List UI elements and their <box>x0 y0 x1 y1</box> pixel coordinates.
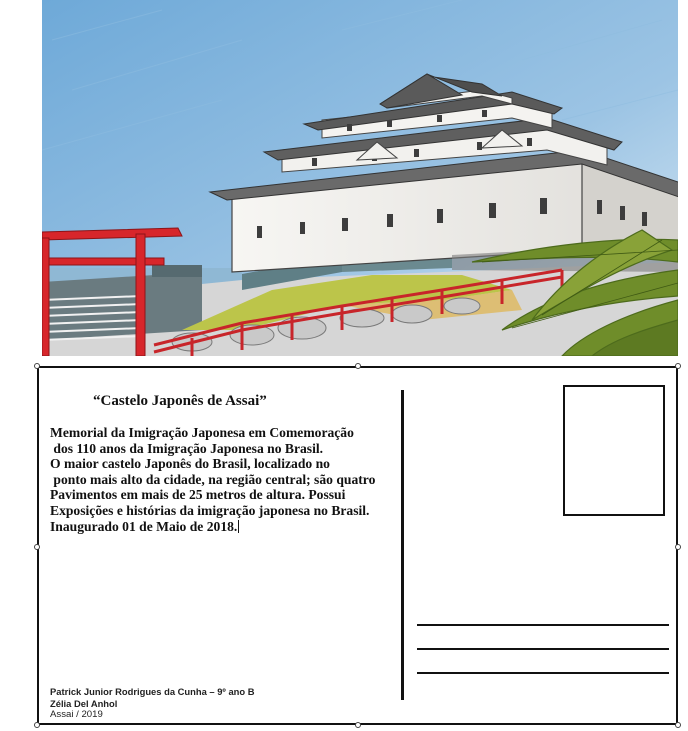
postcard-message[interactable] <box>50 425 402 534</box>
address-line <box>417 672 669 674</box>
address-line <box>417 648 669 650</box>
credit-author: Patrick Junior Rodrigues da Cunha – 9º ano B <box>50 686 255 697</box>
resize-handle-middle-right[interactable] <box>675 544 681 550</box>
address-line <box>417 624 669 626</box>
message-line: Exposições e histórias da imigração japonesa no Brasil. <box>50 502 370 518</box>
castle-illustration <box>42 0 678 356</box>
credit-place-year: Assai / 2019 <box>50 709 103 720</box>
resize-handle-bottom-middle[interactable] <box>355 722 361 728</box>
resize-handle-bottom-right[interactable] <box>675 722 681 728</box>
center-divider <box>401 390 404 700</box>
message-line: O maior castelo Japonês do Brasil, localizado no <box>50 456 330 472</box>
message-line: Memorial da Imigração Japonesa em Comemoração <box>50 425 354 440</box>
credits-block[interactable] <box>50 686 350 721</box>
resize-handle-bottom-left[interactable] <box>34 722 40 728</box>
credit-teacher: Zélia Del Anhol <box>50 697 118 709</box>
text-cursor <box>238 520 239 533</box>
stamp-box <box>563 385 665 516</box>
postcard <box>37 366 678 725</box>
resize-handle-top-left[interactable] <box>34 363 40 369</box>
message-line-text: Inaugurado 01 de Maio de 2018. <box>50 518 238 534</box>
resize-handle-top-right[interactable] <box>675 363 681 369</box>
resize-handle-middle-left[interactable] <box>34 544 40 550</box>
message-line: dos 110 anos da Imigração Japonesa no Brasil. <box>50 440 324 456</box>
message-line: Pavimentos em mais de 25 metros de altura. Possui <box>50 487 346 503</box>
postcard-title[interactable]: “Castelo Japonês de Assai” <box>93 393 267 409</box>
resize-handle-top-middle[interactable] <box>355 363 361 369</box>
message-line-last <box>50 519 402 535</box>
message-line: ponto mais alto da cidade, na região central; são quatro <box>50 471 376 487</box>
